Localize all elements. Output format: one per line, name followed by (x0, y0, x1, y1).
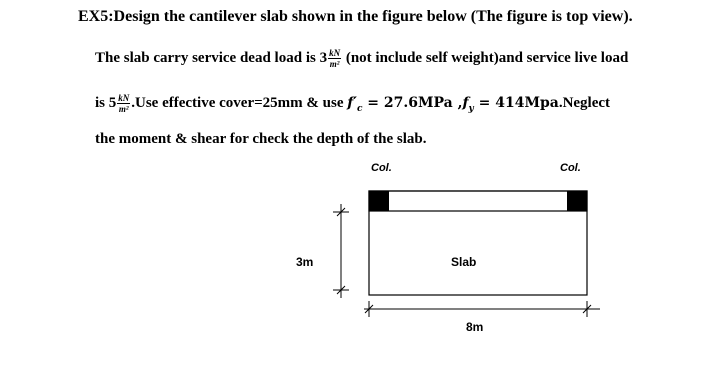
line1-text-end: (not include self weight)and service live load (345, 49, 629, 66)
depth-dimension-line (333, 204, 349, 298)
live-load-unit: $\frac{kN}{\text{m²}}$ (118, 93, 130, 114)
fy-subscript: y (468, 103, 474, 114)
exercise-title: EX5:Design the cantilever slab shown in the figure below (The figure is top view). (78, 8, 633, 25)
fy-symbol: f (462, 94, 469, 111)
fy-value: = 414Mpa (473, 94, 559, 111)
fc-subscript: c (356, 103, 363, 114)
column-right (567, 191, 587, 211)
line1-text-start: The slab carry service dead load is 3 (95, 49, 328, 66)
fc-value: = 27.6MPa , (362, 94, 463, 111)
line2-text-end: .Neglect (558, 94, 611, 111)
width-dimension-line (364, 301, 600, 317)
column-left (369, 191, 389, 211)
fc-symbol: f′ (347, 94, 357, 111)
line2-text-mid: .Use effective cover=25mm & use (131, 94, 348, 111)
slab-outline (369, 191, 587, 295)
column-right-label: Col. (560, 162, 581, 174)
depth-dimension-label: 3m (296, 255, 314, 269)
width-dimension-label: 8m (466, 320, 484, 334)
line2-text-start: is 5 (95, 94, 117, 111)
problem-line-3: the moment & shear for check the depth of the slab. (95, 131, 427, 147)
dead-load-unit: $\frac{kN}{\text{m²}}$ (329, 48, 341, 69)
support-beam (369, 191, 587, 211)
slab-label: Slab (451, 255, 477, 269)
column-left-label: Col. (371, 162, 392, 174)
